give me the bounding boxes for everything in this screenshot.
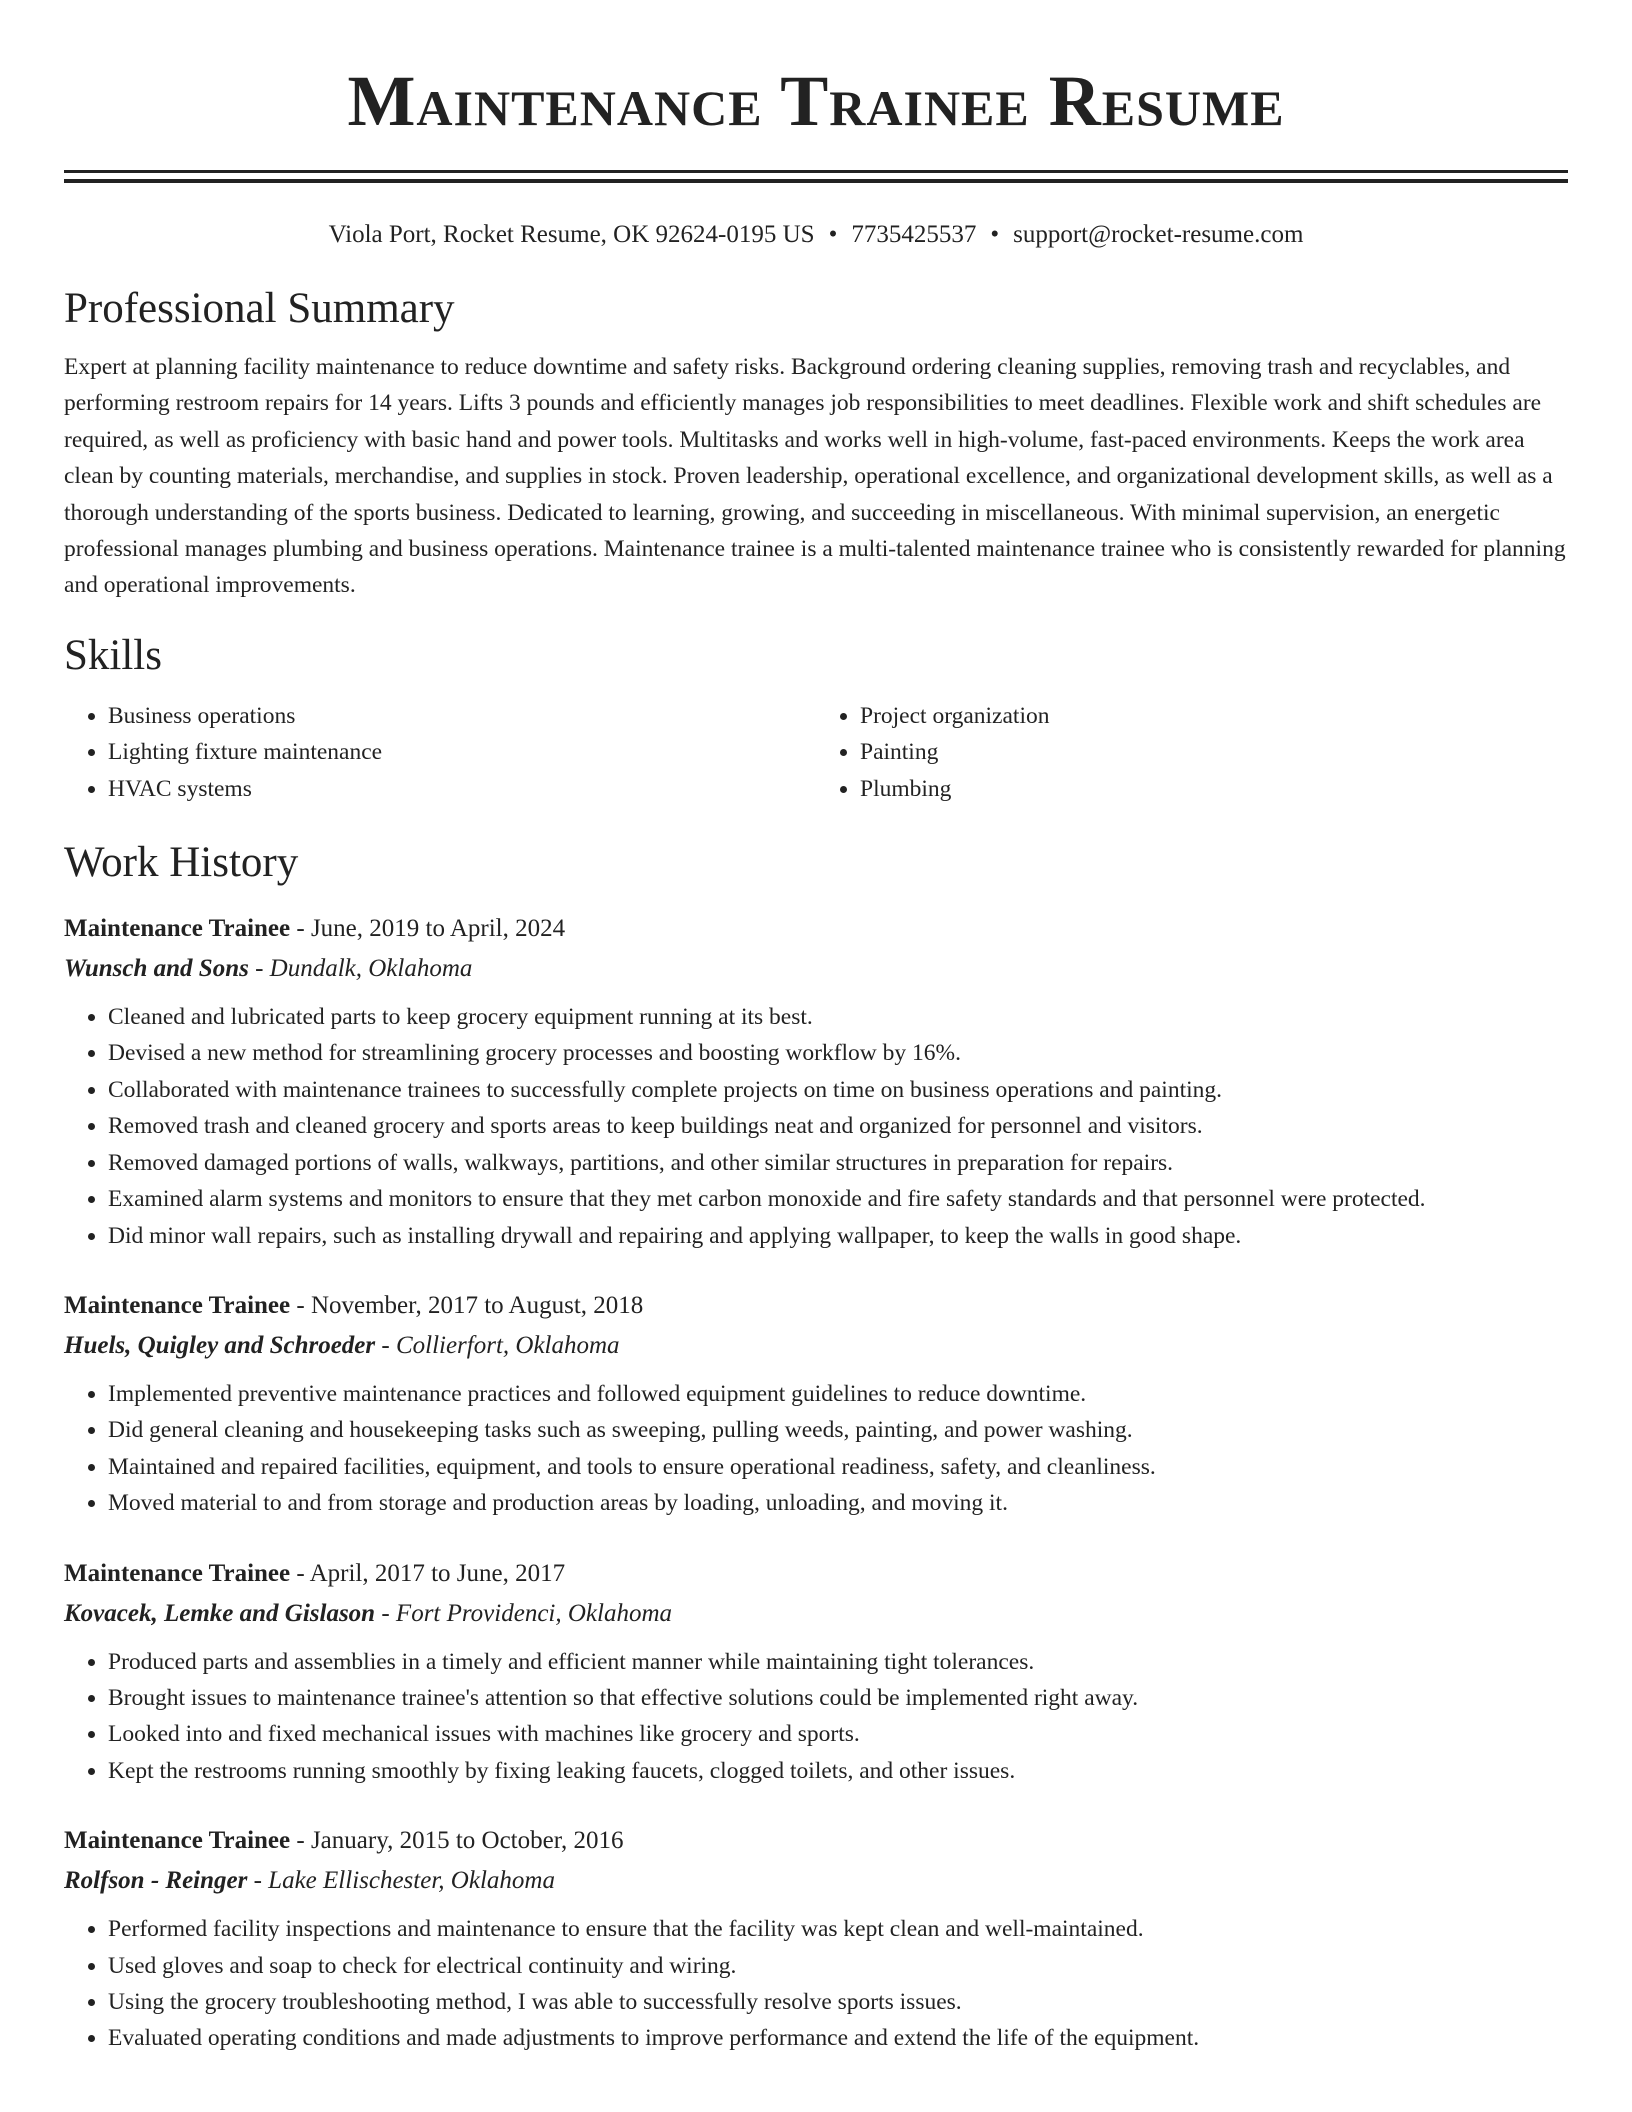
job-company: Kovacek, Lemke and Gislason bbox=[64, 1599, 376, 1627]
skill-item: • Project organization bbox=[860, 698, 1568, 734]
skill-item: • Lighting fixture maintenance bbox=[108, 734, 816, 770]
contact-email: support@rocket-resume.com bbox=[1013, 221, 1304, 248]
job-role: Maintenance Trainee bbox=[64, 915, 291, 943]
job-bullets bbox=[64, 999, 1568, 1254]
job-role: Maintenance Trainee bbox=[64, 1291, 291, 1319]
job-title-line bbox=[64, 909, 1568, 949]
job-dates: - November, 2017 to August, 2018 bbox=[290, 1291, 644, 1319]
job-entry bbox=[64, 1286, 1568, 1522]
job-bullets bbox=[64, 1376, 1568, 1522]
contact-phone: 7735425537 bbox=[851, 221, 977, 248]
job-company: Wunsch and Sons bbox=[64, 955, 249, 983]
job-bullet: • Brought issues to maintenance trainee's attention so that effective solutions could be implemented right away. bbox=[108, 1680, 1568, 1716]
job-company: Huels, Quigley and Schroeder bbox=[64, 1331, 376, 1359]
skills-column-right bbox=[816, 698, 1568, 807]
job-dates: - April, 2017 to June, 2017 bbox=[290, 1559, 566, 1587]
title-divider-top bbox=[64, 170, 1568, 173]
job-entry bbox=[64, 1554, 1568, 1790]
job-bullet: • Produced parts and assemblies in a timely and efficient manner while maintaining tight tolerances. bbox=[108, 1644, 1568, 1680]
job-location: - Fort Providenci, Oklahoma bbox=[375, 1599, 673, 1627]
job-bullet: • Using the grocery troubleshooting method, I was able to successfully resolve sports issues. bbox=[108, 1984, 1568, 2020]
job-title-line bbox=[64, 1821, 1568, 1861]
job-bullet: • Maintained and repaired facilities, equipment, and tools to ensure operational readiness, safety, and cleanliness. bbox=[108, 1449, 1568, 1485]
contact-line bbox=[64, 219, 1568, 251]
contact-separator: • bbox=[990, 221, 1000, 248]
work-history-heading: Work History bbox=[64, 839, 299, 887]
skills-column-left bbox=[64, 698, 816, 807]
skill-item: • Plumbing bbox=[860, 771, 1568, 807]
job-bullet: • Collaborated with maintenance trainees to successfully complete projects on time on business operations and painting. bbox=[108, 1072, 1568, 1108]
skills-heading: Skills bbox=[64, 631, 162, 679]
job-company: Rolfson - Reinger bbox=[64, 1867, 248, 1895]
job-bullet: • Cleaned and lubricated parts to keep grocery equipment running at its best. bbox=[108, 999, 1568, 1035]
resume-title: Maintenance Trainee Resume bbox=[347, 61, 1285, 141]
skills-list bbox=[64, 698, 1568, 807]
job-bullet: • Implemented preventive maintenance practices and followed equipment guidelines to reduce downtime. bbox=[108, 1376, 1568, 1412]
summary-text: Expert at planning facility maintenance to reduce downtime and safety risks. Background ordering cleaning supplies, removing trash and recyclables, and performing restroom repairs for 14 years. Lifts 3 pounds and efficiently manages job responsibilities to meet deadlines. Flexible work and shift schedules are required, as well as proficiency with basic hand and power tools. Multitasks and works well in high-volume, fast-paced environments. Keeps the work area clean by counting materials, merchandise, and supplies in stock. Proven leadership, operational excellence, and organizational development skills, as well as a thorough understanding of the sports business. Dedicated to learning, growing, and succeeding in miscellaneous. With minimal supervision, an energetic professional manages plumbing and business operations. Maintenance trainee is a multi-talented maintenance trainee who is consistently rewarded for planning and operational improvements. bbox=[64, 354, 1566, 599]
job-role: Maintenance Trainee bbox=[64, 1827, 291, 1855]
job-location: - Collierfort, Oklahoma bbox=[375, 1331, 620, 1359]
job-bullet: • Looked into and fixed mechanical issues with machines like grocery and sports. bbox=[108, 1716, 1568, 1752]
job-bullet: • Used gloves and soap to check for electrical continuity and wiring. bbox=[108, 1948, 1568, 1984]
job-bullet: • Removed trash and cleaned grocery and sports areas to keep buildings neat and organized for personnel and visitors. bbox=[108, 1108, 1568, 1144]
employer-line bbox=[64, 1861, 1568, 1901]
job-role: Maintenance Trainee bbox=[64, 1559, 291, 1587]
employer-line bbox=[64, 1326, 1568, 1366]
employer-line bbox=[64, 1594, 1568, 1634]
skill-item: • HVAC systems bbox=[108, 771, 816, 807]
job-location: - Dundalk, Oklahoma bbox=[248, 955, 473, 983]
job-entry bbox=[64, 909, 1568, 1254]
job-bullet: • Moved material to and from storage and production areas by loading, unloading, and moving it. bbox=[108, 1485, 1568, 1521]
job-bullet: • Kept the restrooms running smoothly by fixing leaking faucets, clogged toilets, and other issues. bbox=[108, 1753, 1568, 1789]
job-bullet: • Devised a new method for streamlining grocery processes and boosting workflow by 16%. bbox=[108, 1035, 1568, 1071]
skill-item: • Business operations bbox=[108, 698, 816, 734]
job-location: - Lake Ellischester, Oklahoma bbox=[247, 1867, 555, 1895]
summary-heading: Professional Summary bbox=[64, 285, 455, 332]
job-entry bbox=[64, 1821, 1568, 2057]
job-bullet: • Examined alarm systems and monitors to ensure that they met carbon monoxide and fire safety standards and that personnel were protected. bbox=[108, 1181, 1568, 1217]
skill-item: • Painting bbox=[860, 734, 1568, 770]
employer-line bbox=[64, 949, 1568, 989]
job-title-line bbox=[64, 1554, 1568, 1594]
contact-separator: • bbox=[828, 221, 838, 248]
job-bullet: • Removed damaged portions of walls, walkways, partitions, and other similar structures in preparation for repairs. bbox=[108, 1145, 1568, 1181]
job-bullet: • Evaluated operating conditions and made adjustments to improve performance and extend the life of the equipment. bbox=[108, 2020, 1568, 2056]
job-bullets bbox=[64, 1911, 1568, 2057]
job-bullet: • Did minor wall repairs, such as installing drywall and repairing and applying wallpaper, to keep the walls in good shape. bbox=[108, 1218, 1568, 1254]
job-dates: - June, 2019 to April, 2024 bbox=[290, 915, 566, 943]
job-bullets bbox=[64, 1644, 1568, 1790]
job-title-line bbox=[64, 1286, 1568, 1326]
title-divider-bottom bbox=[64, 179, 1568, 183]
job-dates: - January, 2015 to October, 2016 bbox=[290, 1827, 624, 1855]
job-bullet: • Did general cleaning and housekeeping tasks such as sweeping, pulling weeds, painting, and power washing. bbox=[108, 1412, 1568, 1448]
contact-address: Viola Port, Rocket Resume, OK 92624-0195 US bbox=[328, 221, 815, 248]
job-bullet: • Performed facility inspections and maintenance to ensure that the facility was kept clean and well-maintained. bbox=[108, 1911, 1568, 1947]
